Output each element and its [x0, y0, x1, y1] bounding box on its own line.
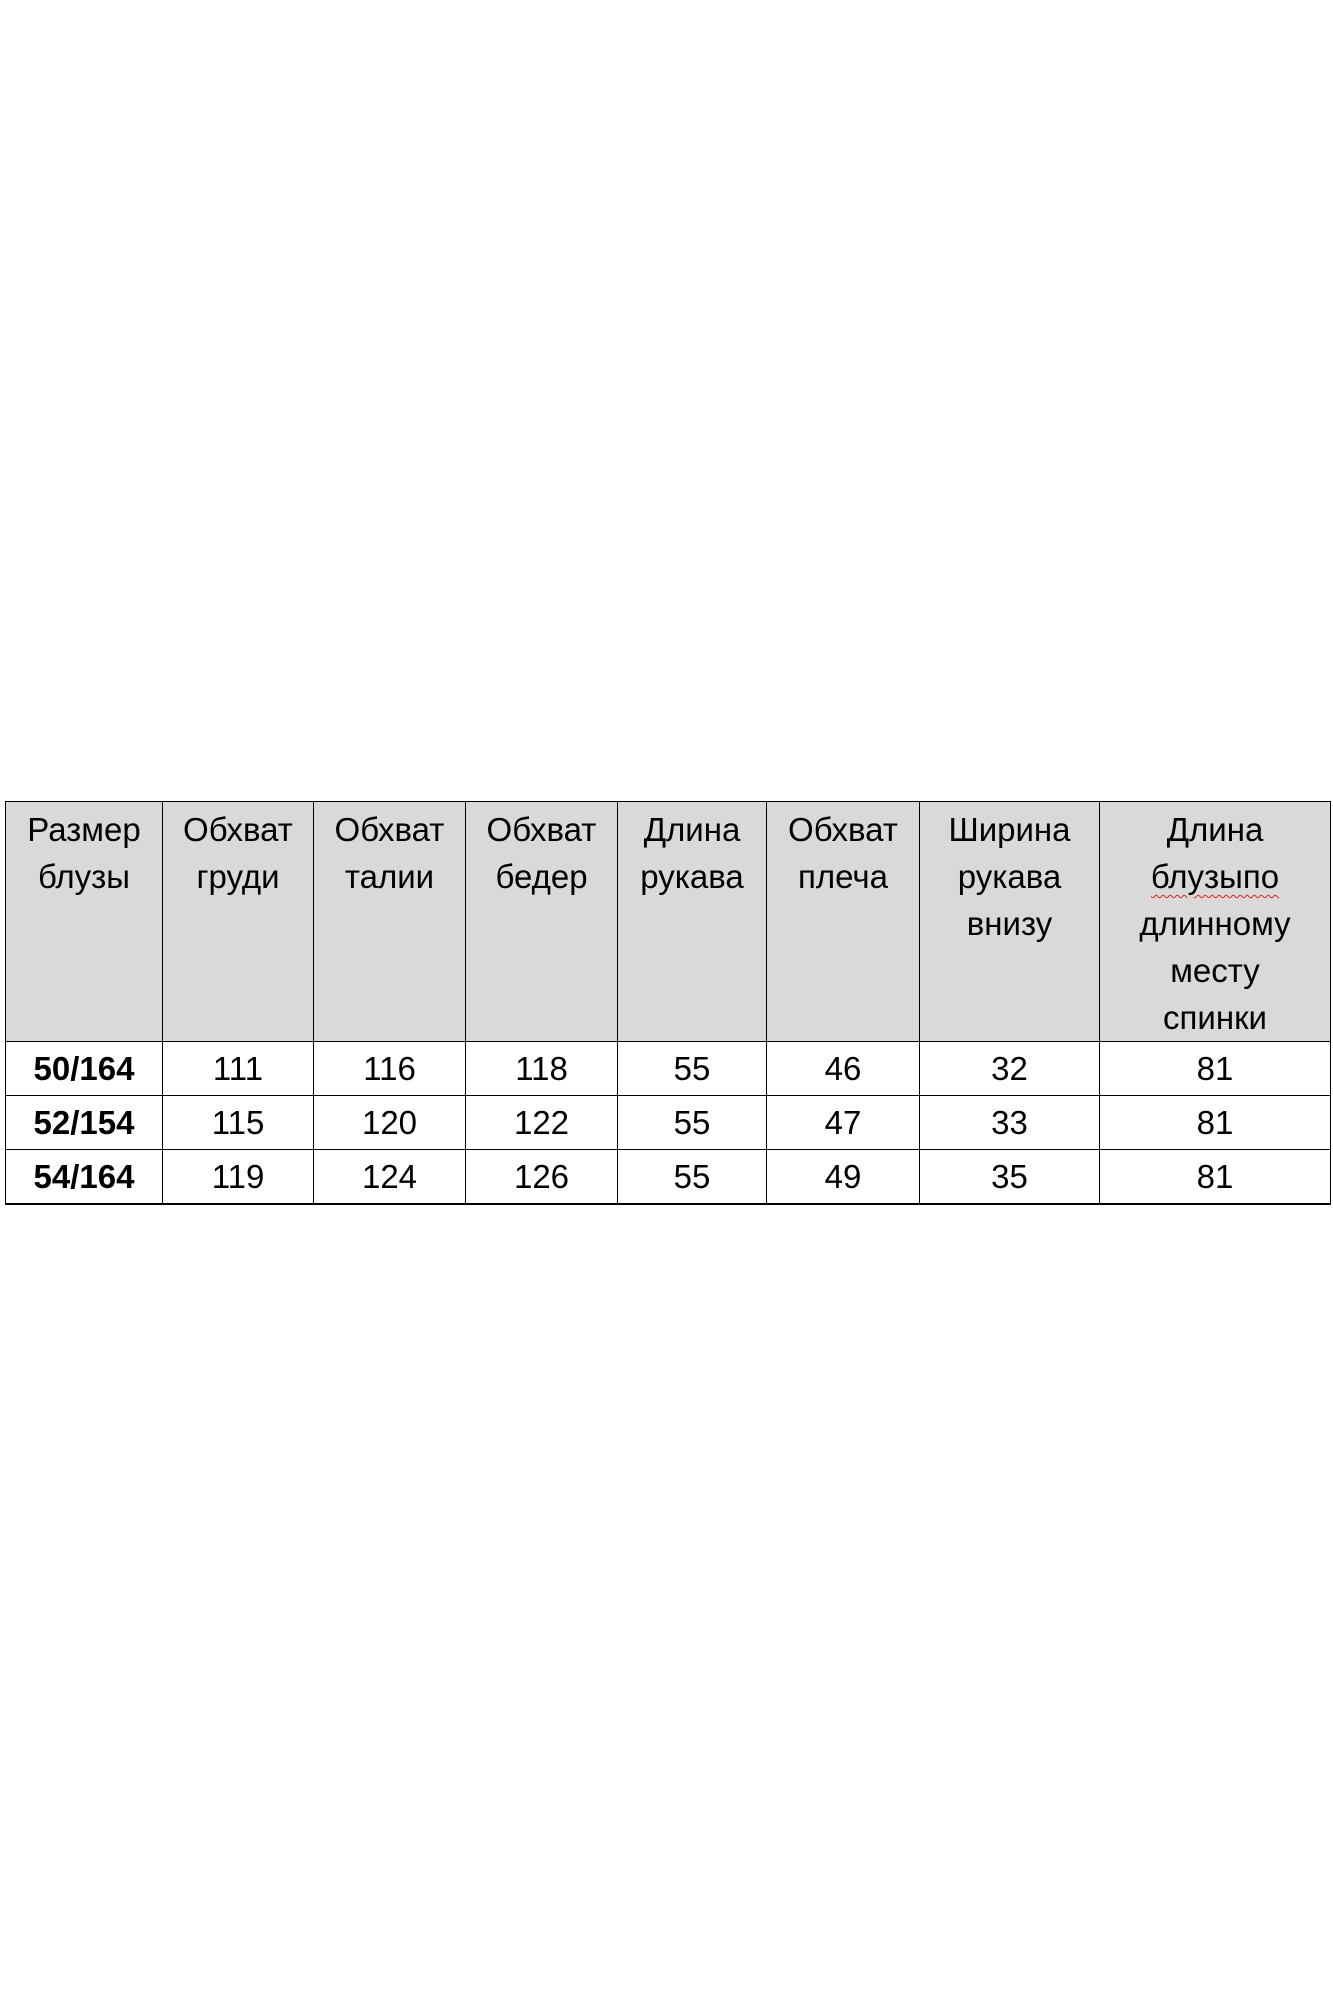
- shoulder-value: 46: [767, 1042, 920, 1096]
- header-chest: Обхват груди: [163, 802, 314, 1042]
- chest-value: 115: [163, 1096, 314, 1150]
- header-sleeve-length: Длина рукава: [618, 802, 767, 1042]
- sleeve-length-value: 55: [618, 1042, 767, 1096]
- table-row: [6, 1096, 1331, 1150]
- header-shoulder: Обхват плеча: [767, 802, 920, 1042]
- waist-value: 116: [314, 1042, 466, 1096]
- header-size: Размер блузы: [6, 802, 163, 1042]
- sleeve-length-value: 55: [618, 1096, 767, 1150]
- sleeve-width-value: 35: [920, 1150, 1100, 1205]
- header-row: [6, 802, 1331, 1042]
- header-blouse-length: Длина блузыпо длинному месту спинки: [1100, 802, 1331, 1042]
- header-waist: Обхват талии: [314, 802, 466, 1042]
- size-chart-table: [5, 801, 1331, 1205]
- blouse-length-value: 81: [1100, 1150, 1331, 1205]
- waist-value: 124: [314, 1150, 466, 1205]
- table-row: [6, 1150, 1331, 1205]
- size-value: 50/164: [6, 1042, 163, 1096]
- size-value: 52/154: [6, 1096, 163, 1150]
- hips-value: 118: [466, 1042, 618, 1096]
- blouse-length-value: 81: [1100, 1096, 1331, 1150]
- table-header: [6, 802, 1331, 1042]
- sleeve-width-value: 32: [920, 1042, 1100, 1096]
- sleeve-width-value: 33: [920, 1096, 1100, 1150]
- hips-value: 122: [466, 1096, 618, 1150]
- spellcheck-word: блузыпо: [1150, 858, 1280, 895]
- chest-value: 111: [163, 1042, 314, 1096]
- header-hips: Обхват бедер: [466, 802, 618, 1042]
- chest-value: 119: [163, 1150, 314, 1205]
- shoulder-value: 47: [767, 1096, 920, 1150]
- size-value: 54/164: [6, 1150, 163, 1205]
- hips-value: 126: [466, 1150, 618, 1205]
- table-row: [6, 1042, 1331, 1096]
- waist-value: 120: [314, 1096, 466, 1150]
- sleeve-length-value: 55: [618, 1150, 767, 1205]
- blouse-length-value: 81: [1100, 1042, 1331, 1096]
- shoulder-value: 49: [767, 1150, 920, 1205]
- table-body: [6, 1042, 1331, 1205]
- header-sleeve-width: Ширина рукава внизу: [920, 802, 1100, 1042]
